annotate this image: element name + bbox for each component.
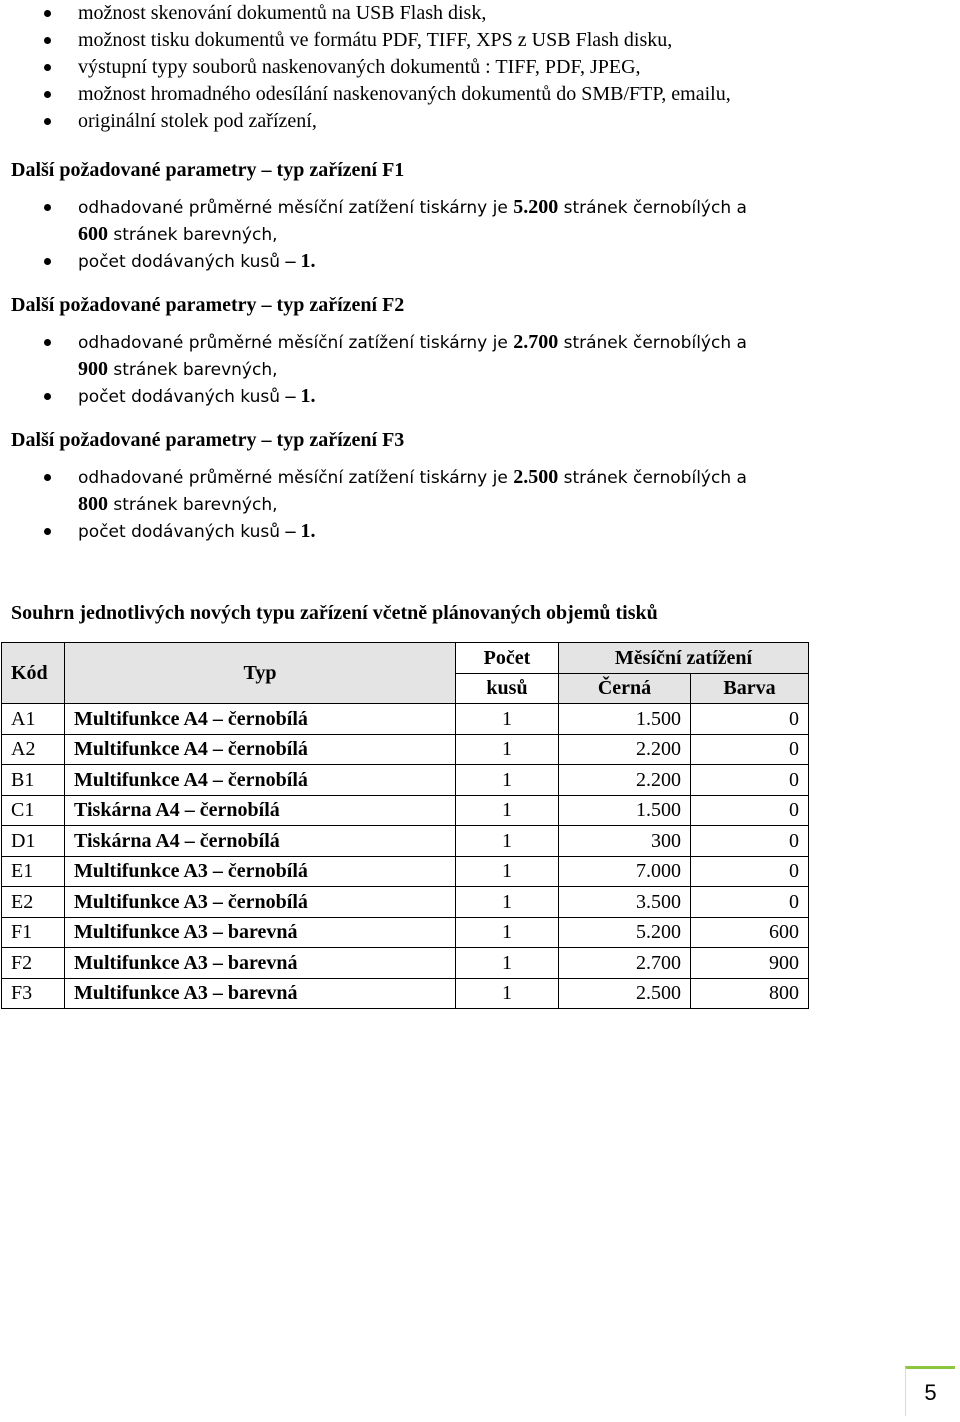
unit-count: – 1. [285,250,316,272]
table-row: E2 Multifunkce A3 – černobílá 1 3.500 0 [2,887,809,918]
bullet-icon [44,258,51,265]
list-item: možnost hromadného odesílání naskenovaných dokumentů do SMB/FTP, emailu, [0,81,900,108]
header-pocet-line1: Počet [456,643,559,674]
summary-title: Souhrn jednotlivých nových typu zařízení včetně plánovaných objemů tisků [11,602,658,624]
page-number: 5 [905,1366,955,1416]
header-typ: Typ [65,643,456,704]
parameter-list [0,464,900,545]
table-row: A2 Multifunkce A4 – černobílá 1 2.200 0 [2,734,809,765]
list-item: originální stolek pod zařízení, [0,108,900,135]
header-cerna: Černá [559,673,691,704]
parameter-list [0,194,900,275]
list-item: počet dodávaných kusů – 1. [0,248,900,275]
feature-list [0,0,900,135]
table-row: D1 Tiskárna A4 – černobílá 1 300 0 [2,826,809,857]
bullet-icon [44,339,51,346]
section-heading: Další požadované parametry – typ zařízení F1 [11,159,405,181]
table-row: B1 Multifunkce A4 – černobílá 1 2.200 0 [2,765,809,796]
table-row: C1 Tiskárna A4 – černobílá 1 1.500 0 [2,795,809,826]
parameter-list [0,329,900,410]
color-load: 900 [78,358,108,380]
header-kod: Kód [2,643,65,704]
header-pocet-line2: kusů [456,673,559,704]
list-item: možnost tisku dokumentů ve formátu PDF, TIFF, XPS z USB Flash disku, [0,27,900,54]
table-row: E1 Multifunkce A3 – černobílá 1 7.000 0 [2,856,809,887]
section-f1 [0,157,900,275]
bw-load: 5.200 [513,196,559,218]
color-load: 800 [78,493,108,515]
color-load: 600 [78,223,108,245]
section-heading: Další požadované parametry – typ zařízení F3 [11,429,405,451]
list-item: možnost skenování dokumentů na USB Flash disk, [0,0,900,27]
unit-count: – 1. [285,520,316,542]
bullet-icon [44,37,51,44]
section-f3 [0,427,900,545]
bullet-icon [44,528,51,535]
summary-table [1,642,809,1009]
header-monthly: Měsíční zatížení [559,643,809,674]
bullet-icon [44,204,51,211]
bw-load: 2.700 [513,331,559,353]
list-item: odhadované průměrné měsíční zatížení tiskárny je 2.500 stránek černobílých a 800 stránek barevných, [0,464,900,518]
list-item: odhadované průměrné měsíční zatížení tiskárny je 5.200 stránek černobílých a 600 stránek barevných, [0,194,900,248]
list-item: výstupní typy souborů naskenovaných dokumentů : TIFF, PDF, JPEG, [0,54,900,81]
table-row: F1 Multifunkce A3 – barevná 1 5.200 600 [2,917,809,948]
bw-load: 2.500 [513,466,559,488]
list-item: počet dodávaných kusů – 1. [0,383,900,410]
table-row: F2 Multifunkce A3 – barevná 1 2.700 900 [2,948,809,979]
table-row: F3 Multifunkce A3 – barevná 1 2.500 800 [2,978,809,1009]
table-row: A1 Multifunkce A4 – černobílá 1 1.500 0 [2,704,809,735]
bullet-icon [44,91,51,98]
section-f2 [0,292,900,410]
bullet-icon [44,10,51,17]
bullet-icon [44,393,51,400]
unit-count: – 1. [285,385,316,407]
header-barva: Barva [691,673,809,704]
table-header-row [2,643,809,674]
list-item: počet dodávaných kusů – 1. [0,518,900,545]
bullet-icon [44,64,51,71]
bullet-icon [44,474,51,481]
bullet-icon [44,118,51,125]
list-item: odhadované průměrné měsíční zatížení tiskárny je 2.700 stránek černobílých a 900 stránek barevných, [0,329,900,383]
section-heading: Další požadované parametry – typ zařízení F2 [11,294,405,316]
